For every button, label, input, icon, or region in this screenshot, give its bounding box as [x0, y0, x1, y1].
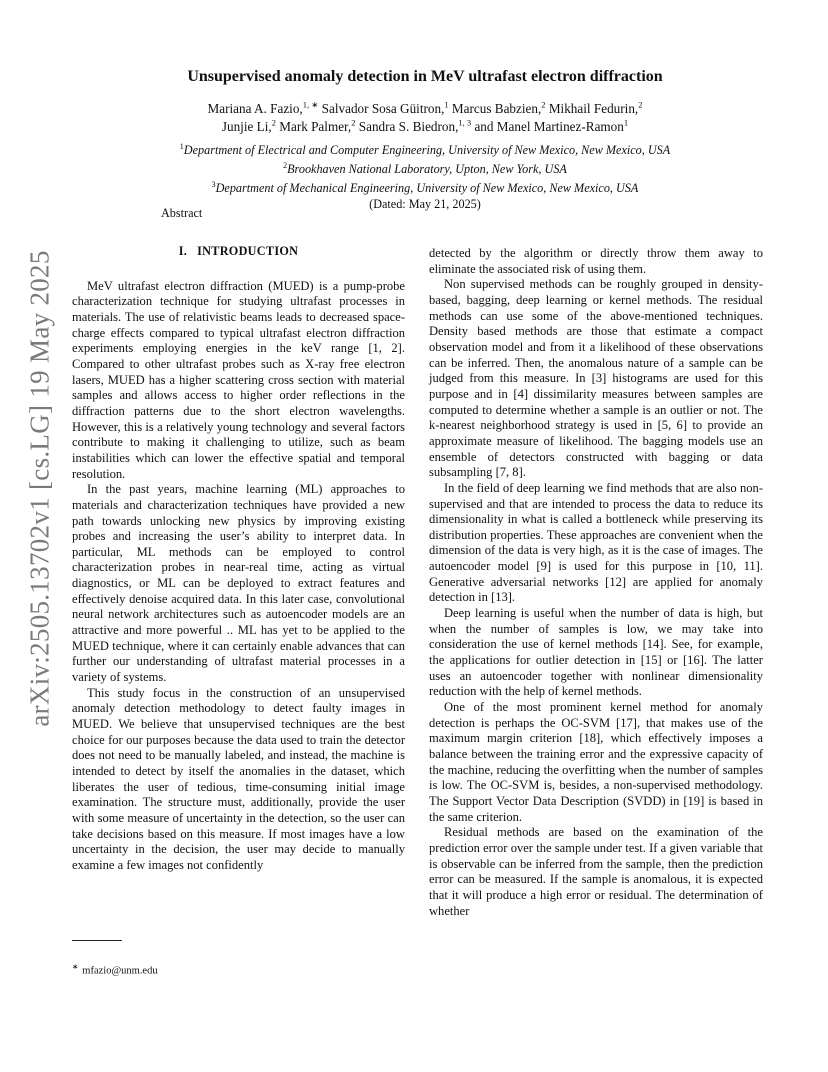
- author-list: [90, 100, 760, 136]
- affiliation: [90, 177, 760, 196]
- author-name: Sandra S. Biedron,: [358, 119, 459, 134]
- affiliation-mark: 3: [211, 180, 216, 190]
- right-column: [429, 246, 763, 919]
- affiliation-text: Brookhaven National Laboratory, Upton, New York, USA: [287, 162, 567, 177]
- affiliation: [90, 139, 760, 158]
- body-paragraph: In the past years, machine learning (ML) approaches to materials and characterization techniques have provided a new path towards unlocking new physics by improving existing probes and increasing the user’s ability to interpret data. In particular, ML methods can be employed to control characterization probes in near-real time, acting as virtual diagnostics, or ML can be deployed to extract features and effectively denoise acquired data. In this later case, convolutional neural network architectures such as autoencoder models are an attractive and more powerful .. ML has yet to be applied to the MUED technique, where it can certainly enable advances that can further our understanding of ultrafast material processes in a variety of systems.: [72, 482, 405, 685]
- author-affil-mark: 1: [444, 99, 449, 110]
- author-name: and Manel Martinez-Ramon: [474, 119, 624, 134]
- body-paragraph: One of the most prominent kernel method for anomaly detection is perhaps the OC-SVM [17], that makes use of the maximum margin criterion [18], which effectively imposes a balance between the training error and the expressive capacity of the machine, reducing the overfitting when the number of samples is low. The OC-SVM is, besides, a non-supervised methodology. The Support Vector Data Description (SVDD) in [19] is based in the same criterion.: [429, 700, 763, 824]
- section-title: INTRODUCTION: [197, 244, 299, 258]
- author-affil-mark: 2: [638, 99, 643, 110]
- footnote-rule: [72, 940, 122, 941]
- author-affil-mark: 2: [541, 99, 546, 110]
- author-name: Marcus Babzien,: [451, 101, 542, 116]
- author-name: Junjie Li,: [221, 119, 272, 134]
- author-affil-mark: 1, ∗: [302, 99, 319, 110]
- affiliation: [90, 158, 760, 177]
- affiliation-mark: 2: [283, 161, 288, 171]
- author-name: Mikhail Fedurin,: [548, 101, 639, 116]
- left-column: [72, 244, 405, 874]
- author-affil-mark: 1, 3: [458, 117, 472, 128]
- author-name: Mariana A. Fazio,: [207, 101, 303, 116]
- arxiv-stamp-text: arXiv:2505.13702v1 [cs.LG] 19 May 2025: [24, 250, 55, 727]
- body-paragraph: Residual methods are based on the examination of the prediction error over the sample under test. If a given variable that is observable can be inferred from the sample, then the prediction error can be measured. If the sample is anomalous, it is expected that it will produce a high error or residual. The determination of whether: [429, 825, 763, 918]
- section-number: I.: [178, 244, 188, 258]
- arxiv-side-stamp: [8, 250, 72, 727]
- footnote: [72, 962, 158, 977]
- author-affil-mark: 2: [351, 117, 356, 128]
- abstract-heading: Abstract: [161, 206, 203, 220]
- affiliation-text: Department of Electrical and Computer Engineering, University of New Mexico, New Mexico, USA: [183, 143, 671, 158]
- body-paragraph: This study focus in the construction of an unsupervised anomaly detection methodology to detect faulty images in MUED. We believe that unsupervised techniques are the best choice for our purposes because the data used to train the detector does not need to be manually labeled, and instead, the machine is intended to detect by itself the anomalies in the dataset, which liberates the user of tedious, time-consuming initial image examination. The structure must, additionally, provide the user with some measure of uncertainty in the detection, so the user can take decisions based on this measure. If most images have a low uncertainty in the decision, the user may decide to manually examine a few images not confidently: [72, 685, 405, 872]
- author-affil-mark: 1: [623, 117, 629, 128]
- body-paragraph: Deep learning is useful when the number of data is high, but when the number of samples is low, we may take into consideration the use of kernel methods [14]. See, for example, the applications for outlier detection in [15] or [16]. The latter uses an autoencoder together with nonlinear dimensionality reduction with the help of kernel methods.: [429, 606, 763, 699]
- affiliation-text: Department of Mechanical Engineering, University of New Mexico, New Mexico, USA: [215, 181, 639, 196]
- footnote-email[interactable]: mfazio@unm.edu: [82, 965, 158, 977]
- section-heading: [72, 244, 405, 260]
- body-paragraph: In the field of deep learning we find methods that are also non-supervised and that are intended to process the data to reduce its dimensionality in what is called a bottleneck while preserving its distribution properties. These approaches are convenient when the dimension of the data is very high, as it is the case of images. The autoencoder model [9] is used for this purpose in [10, 11]. Generative adversarial networks [12] are applied for anomaly detection in [13].: [429, 480, 763, 605]
- affiliation-mark: 1: [179, 142, 184, 151]
- footnote-mark: ∗: [72, 962, 79, 971]
- author-name: Salvador Sosa Güitron,: [321, 101, 445, 116]
- author-affil-mark: 2: [271, 117, 276, 128]
- affiliation-list: [90, 139, 760, 212]
- author-line-1: [90, 100, 760, 118]
- paper-title: Unsupervised anomaly detection in MeV ultrafast electron diffraction: [187, 68, 663, 85]
- body-paragraph-continued: detected by the algorithm or directly throw them away to eliminate the associated risk of using them.: [429, 246, 763, 276]
- body-paragraph: MeV ultrafast electron diffraction (MUED) is a pump-probe characterization technique for studying ultrafast processes in materials. The use of relativistic beams leads to decreased space-charge effects compared to typical ultrafast electron diffraction experiments employing energies in the keV range [1, 2]. Compared to other ultrafast probes such as X-ray free electron lasers, MUED has a higher scattering cross section with material samples and allows access to higher order reflections in the diffraction patterns due to the short electron wavelengths. However, this is a relatively young technology and several factors contribute to making it challenging to utilize, such as beam instabilities which can lower the effective spatial and temporal resolution.: [72, 278, 405, 481]
- dated-line: (Dated: May 21, 2025): [369, 197, 481, 212]
- author-line-2: [90, 118, 760, 136]
- body-paragraph: Non supervised methods can be roughly grouped in density-based, bagging, deep learning or kernel methods. The residual methods can use some of the above-mentioned techniques. Density based methods are those that estimate a compact observation model and from it a likelihood of these observations can be inferred. Then, the anomalous nature of a sample can be judged from this measure. In [3] histograms are used for this purpose and in [4] dissimilarity measures between samples are computed to determine whether a sample is an outlier or not. The k-nearest neighborhood strategy is used in [5, 6] to provide an approximate measure of likelihood. The bagging models use an ensemble of detectors constructed with bagging or data subsampling [7, 8].: [429, 277, 763, 480]
- author-name: Mark Palmer,: [279, 119, 352, 134]
